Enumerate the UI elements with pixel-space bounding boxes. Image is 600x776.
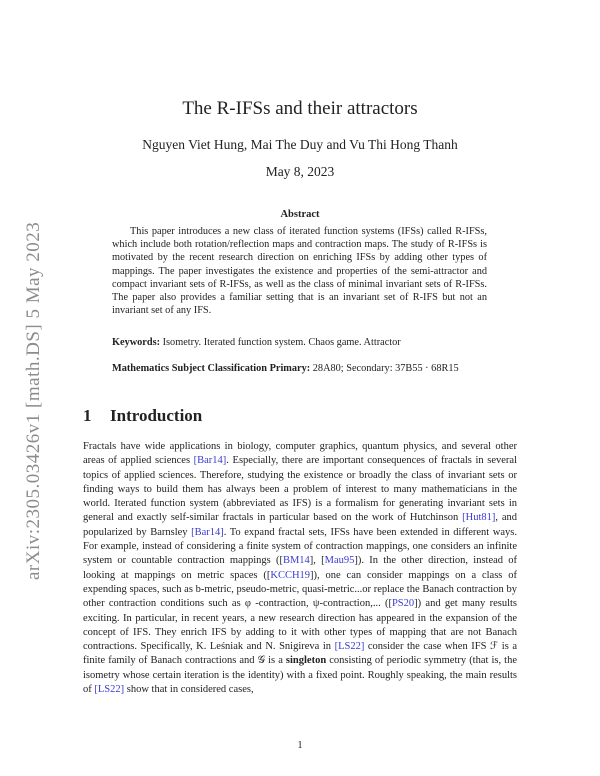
citation-link[interactable]: [Bar14] (193, 455, 227, 467)
keywords-line (112, 337, 487, 348)
citation-link[interactable]: Mau95 (324, 555, 355, 567)
citation-link[interactable]: [Bar14] (191, 526, 224, 538)
citation-link[interactable]: PS20 (391, 598, 415, 610)
body-text: show that in considered cases, (124, 684, 254, 696)
msc-line (112, 362, 487, 375)
arxiv-identifier: arXiv:2305.03426v1 [math.DS] 5 May 2023 (23, 221, 44, 580)
introduction-body (83, 440, 517, 697)
body-text: . Especially, there are important consequences of fractals in several topics of applied sciences. Therefore, studying the existence or broadly the class of invariant sets or finding ways to build them has always been a problem of interest to many mathematicians in the world. Iterated function system (abbreviated as IFS) is a formalism for generating invariant sets in general and exactly self-similar fractals in particular based on the work of Hutchinson (83, 455, 517, 524)
body-text: consisting of periodic symmetry (that is, the isometry whose certain iteration is the identity) with a fixed point. Roughly speaking, the main results of (83, 655, 517, 696)
introduction-paragraph (83, 440, 517, 697)
paper-authors: Nguyen Viet Hung, Mai The Duy and Vu Thi Hong Thanh (142, 137, 458, 152)
citation-link[interactable]: [LS22] (94, 684, 125, 696)
body-text: ], [ (309, 555, 325, 567)
msc-text: 28A80; Secondary: 37B55 · 68R15 (312, 363, 459, 374)
body-text: ]), one can consider mappings on a class of expending spaces, such as b-metric, pseudo-metric, quasi-metric...or replace the Banach contraction by other contraction conditions such as φ -contraction, ψ-contraction,... ([ (83, 569, 517, 610)
body-text: Fractals have wide applications in biology, computer graphics, quantum physics, and several other areas of applied sciences (83, 441, 517, 467)
section-title: Introduction (110, 406, 203, 425)
body-text: consider the case when IFS ℱ is a finite family of Banach contractions and 𝒢 is a (83, 641, 517, 667)
keywords-label: Keywords: (112, 337, 161, 348)
paper-date: May 8, 2023 (265, 164, 335, 179)
citation-link[interactable]: KCCH19 (270, 569, 311, 581)
msc-label: Mathematics Subject Classification Primary: (112, 363, 311, 374)
paper-title: The R-IFSs and their attractors (182, 98, 418, 119)
abstract-text: This paper introduces a new class of iterated function systems (IFSs) called R-IFSs, which include both rotation/reflection maps and contraction maps. The study of R-IFSs is motivated by the recent research direction on enriching IFSs by adding other types of mappings. The paper investigates the existence and properties of the semi-attractor and compact invariant sets of R-IFSs, as well as the class of minimal invariant sets of R-IFSs. The paper also provides a familiar setting that is an invariant set of R-IFS but not an invariant set of any IFS. (112, 226, 487, 317)
body-text: ]). In the other direction, instead of looking at mappings on metric spaces ([ (83, 555, 517, 581)
body-text: ]) and get many results exciting. In particular, in recent years, a new research direction has appeared in the expansion of the concept of IFS. They enrich IFS by adding to it with other types of mapping that are not Banach contractions. Specifically, K. Leśniak and N. Snigireva in (83, 598, 517, 653)
section-heading (83, 406, 202, 426)
citation-link[interactable]: [Hut81] (462, 512, 496, 524)
abstract-block (112, 225, 487, 317)
body-text: , and popularized by Barnsley (83, 512, 517, 538)
body-text-bold: singleton (285, 655, 327, 667)
citation-link[interactable]: [LS22] (334, 641, 365, 653)
keywords-text: Isometry. Iterated function system. Chaos game. Attractor (162, 337, 401, 348)
citation-link[interactable]: BM14 (282, 555, 310, 567)
page-number: 1 (297, 740, 303, 751)
body-text: . To expand fractal sets, IFSs have been extended in different ways. For example, instead of considering a finite system of contraction mappings, one considers an infinite system or countable contraction mappings ([ (83, 526, 517, 567)
abstract-heading: Abstract (280, 209, 320, 220)
section-number: 1 (83, 406, 92, 425)
